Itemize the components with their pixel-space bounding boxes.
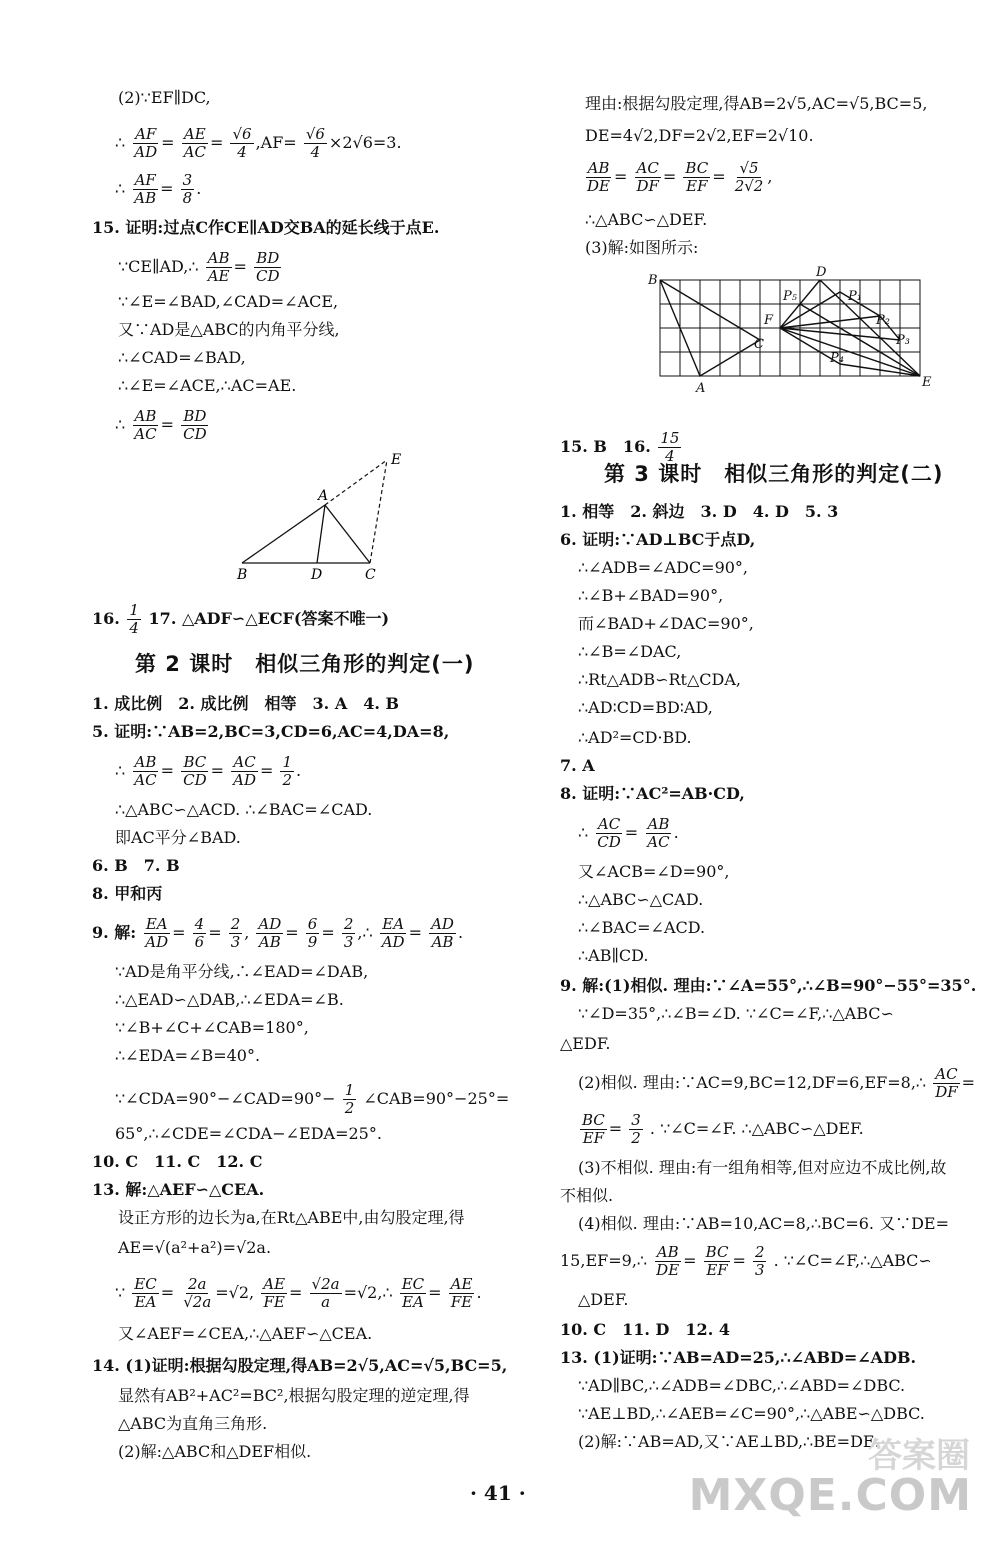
- answer-7: 7. A: [560, 756, 595, 775]
- fraction: $\frac{√6}{4}$: [232, 125, 252, 161]
- fraction: $\frac{AE}{AC}$: [183, 125, 206, 161]
- watermark-logo: 答案圈: [868, 1436, 970, 1476]
- equation-line: $\frac{BC}{EF}$ = $\frac{3}{2}$ . ∵∠C=∠F. ∴△ABC∽△DEF.: [582, 1111, 864, 1147]
- text-line: AE=√(a²+a²)=√2a.: [118, 1238, 272, 1257]
- answers-6-7: 6. B 7. B: [92, 856, 180, 875]
- equation-line: ∴ $\frac{AF}{AD}$ = $\frac{AE}{AC}$ = $\frac{√6}{4}$ ,AF= $\frac{√6}{4}$ ×2√6=3.: [115, 125, 402, 161]
- text-line: ∴△ABC∽△CAD.: [578, 890, 704, 909]
- text-line: 不相似.: [560, 1186, 614, 1205]
- edge-AD: [317, 505, 325, 563]
- answers-16-17: 16. $\frac{1}{4}$ 17. △ADF∽△ECF(答案不唯一): [92, 601, 390, 637]
- equation-line: ∴ $\frac{AB}{AC}$ = $\frac{BD}{CD}$: [115, 407, 207, 443]
- label-D: D: [311, 567, 323, 583]
- fraction: $\frac{1}{4}$: [129, 601, 139, 637]
- text-line: ∵∠E=∠BAD,∠CAD=∠ACE,: [118, 292, 339, 311]
- equation-line: ∵∠CDA=90°−∠CAD=90°− $\frac{1}{2}$ ∠CAB=90°−25°=: [115, 1081, 510, 1117]
- fraction: $\frac{EC}{EA}$: [134, 1275, 157, 1311]
- answer-8: 8. 甲和丙: [92, 884, 163, 903]
- label-C: C: [365, 567, 376, 583]
- fraction: $\frac{6}{9}$: [307, 915, 318, 951]
- fraction: $\frac{AB}{AC}$: [134, 407, 157, 443]
- label-E: E: [922, 375, 932, 390]
- text-line: ∴△ABC∽△DEF.: [585, 210, 708, 229]
- fraction: $\frac{AB}{DE}$: [587, 159, 610, 195]
- text-line: ∴∠B+∠BAD=90°,: [578, 586, 724, 605]
- equation-line: 15,EF=9,∴ $\frac{AB}{DE}$ = $\frac{BC}{EF}$ = $\frac{2}{3}$ . ∵∠C=∠F,∴△ABC∽: [560, 1243, 932, 1279]
- fraction: $\frac{2}{3}$: [343, 915, 354, 951]
- fraction: $\frac{BC}{EF}$: [582, 1111, 605, 1147]
- fraction: $\frac{BD}{CD}$: [256, 249, 280, 285]
- text-line: ∴∠ADB=∠ADC=90°,: [578, 558, 749, 577]
- equation-line: ∵CE∥AD,∴ $\frac{AB}{AE}$ = $\frac{BD}{CD}$: [118, 249, 280, 285]
- fraction: $\frac{√5}{2√2}$: [734, 159, 764, 195]
- fraction: $\frac{3}{8}$: [182, 171, 193, 207]
- problem-13: 13. (1)证明:∵AB=AD=25,∴∠ABD=∠ADB.: [560, 1348, 917, 1367]
- equation-line: (2)相似. 理由:∵AC=9,BC=12,DF=6,EF=8,∴ $\frac{AC}{DF}$ =: [578, 1065, 976, 1101]
- text-line: 又∠ACB=∠D=90°,: [578, 862, 730, 881]
- edge-CE-dashed: [370, 460, 387, 563]
- fraction: $\frac{BC}{EF}$: [685, 159, 709, 195]
- answers-1-5: 1. 相等 2. 斜边 3. D 4. D 5. 3: [560, 502, 839, 521]
- fraction: $\frac{BC}{CD}$: [183, 753, 207, 789]
- text-line: ∴△ABC∽△ACD. ∴∠BAC=∠CAD.: [115, 800, 373, 819]
- text-line: 又∠AEF=∠CEA,∴△AEF∽△CEA.: [118, 1324, 373, 1343]
- text-line: ∵∠D=35°,∴∠B=∠D. ∵∠C=∠F,∴△ABC∽: [578, 1004, 894, 1023]
- fraction: $\frac{AC}{DF}$: [935, 1065, 958, 1101]
- problem-15: 15. 证明:过点C作CE∥AD交BA的延长线于点E.: [92, 218, 440, 237]
- edge-BA: [242, 505, 325, 563]
- fraction: $\frac{3}{2}$: [631, 1111, 641, 1147]
- text-line: ∴∠BAC=∠ACD.: [578, 918, 706, 937]
- fraction: $\frac{EC}{EA}$: [401, 1275, 425, 1311]
- problem-9: 9. 解:(1)相似. 理由:∵∠A=55°,∴∠B=90°−55°=35°.: [560, 976, 977, 995]
- text-line: △ABC为直角三角形.: [118, 1414, 268, 1433]
- answers-10-12: 10. C 11. D 12. 4: [560, 1320, 730, 1339]
- text-line: ∴AD²=CD·BD.: [578, 728, 692, 747]
- text-line: ∴△EAD∽△DAB,∴∠EDA=∠B.: [115, 990, 344, 1009]
- fraction: $\frac{AE}{FE}$: [263, 1275, 286, 1311]
- fraction: $\frac{EA}{AD}$: [381, 915, 405, 951]
- fraction: $\frac{2}{3}$: [230, 915, 241, 951]
- fraction: $\frac{2a}{√2a}$: [183, 1275, 212, 1311]
- watermark: MXQE.COM: [688, 1470, 972, 1521]
- fraction: $\frac{15}{4}$: [660, 429, 680, 465]
- text-line: DE=4√2,DF=2√2,EF=2√10.: [585, 126, 814, 145]
- label-A: A: [696, 381, 706, 396]
- text-line: ∵∠B+∠C+∠CAB=180°,: [115, 1018, 309, 1037]
- label-P5: P₅: [783, 289, 797, 304]
- text-line: 即AC平分∠BAD.: [115, 828, 241, 847]
- problem-5: 5. 证明:∵AB=2,BC=3,CD=6,AC=4,DA=8,: [92, 722, 450, 741]
- equation-line: ∵ $\frac{EC}{EA}$ = $\frac{2a}{√2a}$ =√2, $\frac{AE}{FE}$ = $\frac{√2a}{a}$ =√2,∴ $\frac{EC}{EA}$ = $\frac{AE}{FE}$ .: [115, 1275, 482, 1311]
- text-line: △DEF.: [578, 1290, 629, 1309]
- fraction: $\frac{AD}{AB}$: [431, 915, 454, 951]
- label-E: E: [391, 452, 402, 468]
- text-line: (3)不相似. 理由:有一组角相等,但对应边不成比例,故: [578, 1158, 947, 1177]
- text-line: ∴∠EDA=∠B=40°.: [115, 1046, 261, 1065]
- triangle-figure: [225, 450, 415, 585]
- text-line: ∴∠B=∠DAC,: [578, 642, 682, 661]
- fraction: $\frac{AC}{AD}$: [233, 753, 256, 789]
- label-P3: P₃: [896, 333, 910, 348]
- fraction: $\frac{BD}{CD}$: [183, 407, 207, 443]
- label-P2: P₂: [876, 313, 890, 328]
- label-B: B: [237, 567, 248, 583]
- section-heading: 第 3 课时 相似三角形的判定(二): [604, 462, 944, 486]
- fraction: $\frac{AB}{DE}$: [656, 1243, 680, 1279]
- equation-line: ∴ $\frac{AC}{CD}$ = $\frac{AB}{AC}$ .: [578, 815, 679, 851]
- text-line: ∴Rt△ADB∽Rt△CDA,: [578, 670, 741, 689]
- fraction: $\frac{√6}{4}$: [305, 125, 325, 161]
- text-line: △EDF.: [560, 1034, 611, 1053]
- label-B: B: [648, 273, 658, 288]
- text-line: ∵AD是角平分线,∴∠EAD=∠DAB,: [115, 962, 369, 981]
- equation-line: ∴ $\frac{AF}{AB}$ = $\frac{3}{8}$ .: [115, 171, 202, 207]
- fraction: $\frac{2}{3}$: [754, 1243, 765, 1279]
- fraction: $\frac{AD}{AB}$: [258, 915, 282, 951]
- fraction: $\frac{AB}{AC}$: [134, 753, 157, 789]
- fraction: $\frac{1}{2}$: [344, 1081, 355, 1117]
- text-line: (3)解:如图所示:: [585, 238, 699, 257]
- fraction: $\frac{AF}{AB}$: [134, 171, 157, 207]
- grid-figure: [640, 262, 940, 410]
- text-line: (2)∵EF∥DC,: [118, 88, 211, 107]
- label-P4: P₄: [830, 351, 844, 366]
- fraction: $\frac{AB}{AE}$: [207, 249, 230, 285]
- text-line: ∴AB∥CD.: [578, 946, 649, 965]
- text-line: (4)相似. 理由:∵AB=10,AC=8,∴BC=6. 又∵DE=: [578, 1214, 950, 1233]
- text-line: ∴AD∶CD=BD∶AD,: [578, 698, 713, 717]
- text-line: 又∵AD是△ABC的内角平分线,: [118, 320, 340, 339]
- label-F: F: [764, 313, 774, 328]
- edge-AC: [325, 505, 370, 563]
- equation-line: $\frac{AB}{DE}$ = $\frac{AC}{DF}$ = $\frac{BC}{EF}$ = $\frac{√5}{2√2}$ ,: [587, 159, 773, 195]
- label-A: A: [318, 488, 329, 504]
- edge-AE-dashed: [325, 460, 387, 505]
- equation-line: ∴ $\frac{AB}{AC}$ = $\frac{BC}{CD}$ = $\frac{AC}{AD}$ = $\frac{1}{2}$ .: [115, 753, 302, 789]
- page-number: · 41 ·: [470, 1481, 526, 1505]
- fraction: $\frac{EA}{AD}$: [145, 915, 169, 951]
- answers-1-4: 1. 成比例 2. 成比例 相等 3. A 4. B: [92, 694, 400, 713]
- fraction: $\frac{AB}{AC}$: [647, 815, 670, 851]
- text-line: ∵AD∥BC,∴∠ADB=∠DBC,∴∠ABD=∠DBC.: [578, 1376, 906, 1395]
- text-line: (2)解:∵AB=AD,又∵AE⊥BD,∴BE=DE.: [578, 1432, 880, 1451]
- answers-10-12: 10. C 11. C 12. C: [92, 1152, 263, 1171]
- problem-14: 14. (1)证明:根据勾股定理,得AB=2√5,AC=√5,BC=5,: [92, 1356, 508, 1375]
- fraction: $\frac{√2a}{a}$: [311, 1275, 340, 1311]
- text-line: 设正方形的边长为a,在Rt△ABE中,由勾股定理,得: [118, 1208, 465, 1227]
- text-line: (2)解:△ABC和△DEF相似.: [118, 1442, 312, 1461]
- label-D: D: [816, 265, 827, 280]
- text-line: ∴∠E=∠ACE,∴AC=AE.: [118, 376, 297, 395]
- label-P1: P₁: [848, 289, 862, 304]
- text-line: ∴∠CAD=∠BAD,: [118, 348, 246, 367]
- text-line: 而∠BAD+∠DAC=90°,: [578, 614, 754, 633]
- problem-9: 9. 解: $\frac{EA}{AD}$ = $\frac{4}{6}$ = $\frac{2}{3}$ , $\frac{AD}{AB}$ = $\frac{6}{9}$ = $\frac{2}{3}$ ,∴ $\frac{EA}{AD}$ = $\frac{AD}{AB}$ .: [92, 915, 464, 951]
- fraction: $\frac{4}{6}$: [194, 915, 205, 951]
- problem-8: 8. 证明:∵AC²=AB·CD,: [560, 784, 745, 803]
- problem-13: 13. 解:△AEF∽△CEA.: [92, 1180, 265, 1199]
- fraction: $\frac{AC}{CD}$: [597, 815, 621, 851]
- fraction: $\frac{AF}{AD}$: [134, 125, 158, 161]
- fraction: $\frac{1}{2}$: [282, 753, 293, 789]
- text-line: 理由:根据勾股定理,得AB=2√5,AC=√5,BC=5,: [585, 94, 928, 113]
- problem-6: 6. 证明:∵AD⊥BC于点D,: [560, 530, 756, 549]
- label-C: C: [754, 337, 764, 352]
- fraction: $\frac{AC}{DF}$: [636, 159, 659, 195]
- fraction: $\frac{BC}{EF}$: [705, 1243, 729, 1279]
- answers-15-16: 15. B 16. $\frac{15}{4}$: [560, 429, 680, 465]
- text-line: ∵AE⊥BD,∴∠AEB=∠C=90°,∴△ABE∽△DBC.: [578, 1404, 925, 1423]
- text-line: 65°,∴∠CDE=∠CDA−∠EDA=25°.: [115, 1124, 382, 1143]
- section-heading: 第 2 课时 相似三角形的判定(一): [135, 652, 475, 676]
- fraction: $\frac{AE}{FE}$: [450, 1275, 473, 1311]
- text-line: 显然有AB²+AC²=BC²,根据勾股定理的逆定理,得: [118, 1386, 470, 1405]
